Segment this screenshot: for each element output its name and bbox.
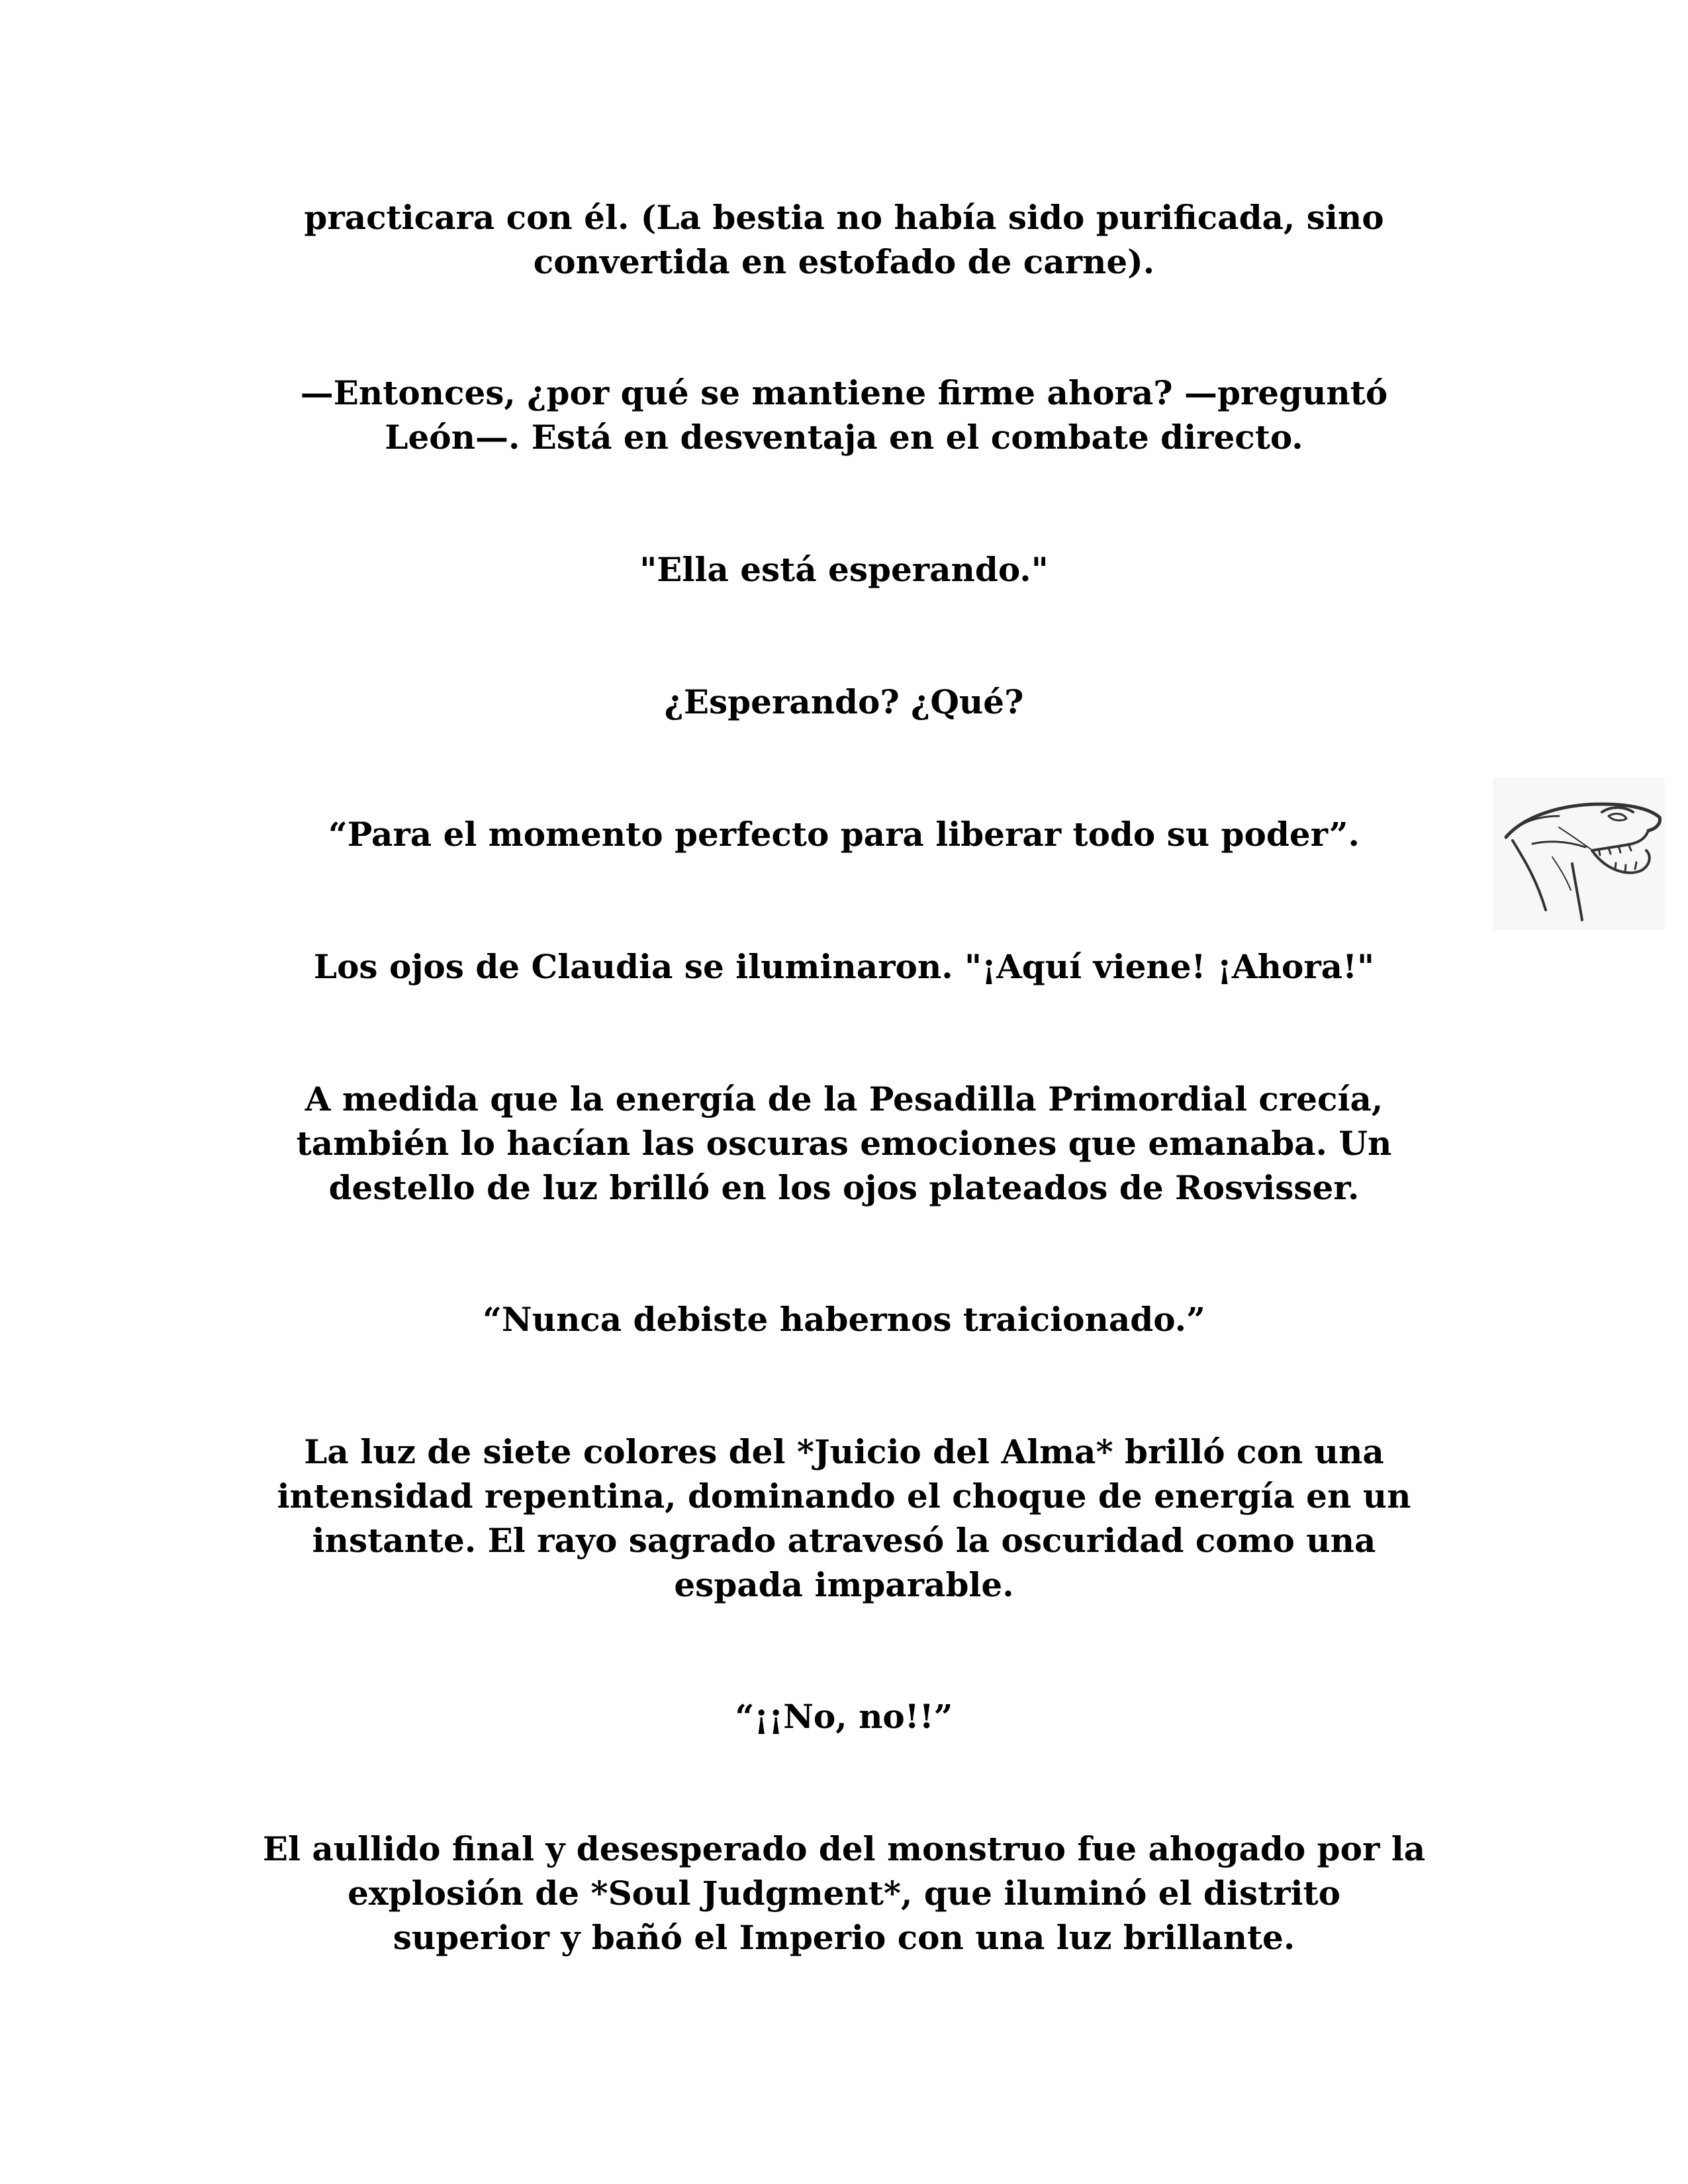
text-line: “Para el momento perfecto para liberar todo su poder”.: [328, 815, 1360, 854]
paragraph: [199, 1694, 1489, 1739]
text-line: practicara con él. (La bestia no había sido purificada, sino: [304, 198, 1384, 237]
text-line: La luz de siete colores del *Juicio del Alma* brilló con una: [304, 1432, 1384, 1471]
text-line: "Ella está esperando.": [639, 550, 1049, 589]
text-line: intensidad repentina, dominando el choque de energía en un: [277, 1477, 1411, 1516]
paragraph: [199, 680, 1489, 724]
paragraph: [199, 1297, 1489, 1342]
paragraph: [199, 1827, 1489, 1960]
text-line: instante. El rayo sagrado atravesó la oscuridad como una: [312, 1521, 1376, 1560]
text-line: “¡¡No, no!!”: [735, 1697, 953, 1736]
text-line: superior y bañó el Imperio con una luz brillante.: [393, 1918, 1295, 1957]
paragraph: [199, 371, 1489, 459]
text-line: destello de luz brilló en los ojos plateados de Rosvisser.: [328, 1168, 1360, 1207]
paragraph: [199, 195, 1489, 284]
text-line: explosión de *Soul Judgment*, que iluminó el distrito: [348, 1874, 1340, 1913]
text-line: —Entonces, ¿por qué se mantiene firme ahora? —preguntó: [300, 373, 1388, 412]
paragraph: [199, 944, 1489, 989]
paragraph: [199, 547, 1489, 592]
paragraph: [199, 1077, 1489, 1210]
text-line: El aullido final y desesperado del monstruo fue ahogado por la: [262, 1829, 1426, 1868]
text-line: A medida que la energía de la Pesadilla Primordial crecía,: [305, 1079, 1383, 1118]
dinosaur-head-icon: [1493, 778, 1665, 930]
paragraph: [199, 812, 1489, 856]
text-line: Los ojos de Claudia se iluminaron. "¡Aquí viene! ¡Ahora!": [313, 947, 1375, 986]
text-line: León—. Está en desventaja en el combate directo.: [385, 418, 1303, 457]
text-line: ¿Esperando? ¿Qué?: [664, 682, 1024, 721]
text-line: “Nunca debiste habernos traicionado.”: [483, 1300, 1205, 1339]
text-line: convertida en estofado de carne).: [533, 242, 1155, 281]
text-line: también lo hacían las oscuras emociones que emanaba. Un: [296, 1124, 1392, 1163]
text-line: espada imparable.: [674, 1565, 1014, 1604]
paragraph: [199, 1430, 1489, 1607]
